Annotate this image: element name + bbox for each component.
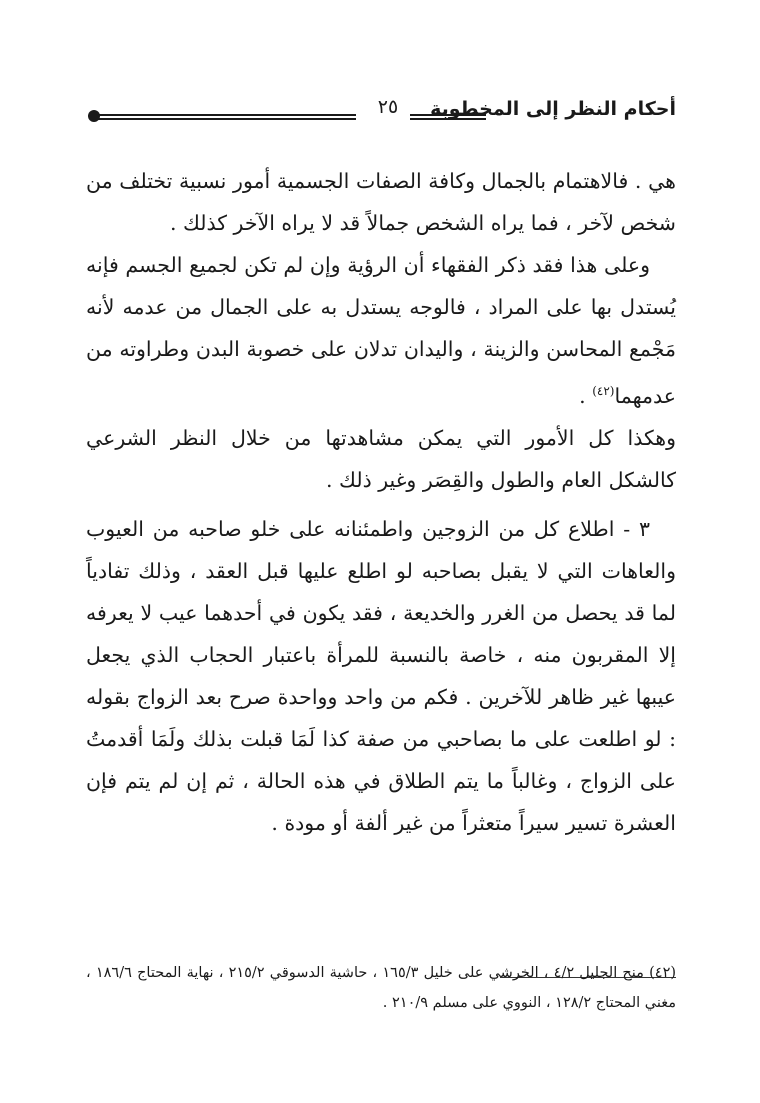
header-rule-dot bbox=[88, 110, 100, 122]
paragraph-2-tail: . bbox=[579, 383, 593, 408]
body-text-top bbox=[86, 160, 676, 501]
running-header bbox=[88, 94, 676, 134]
footnotes bbox=[86, 958, 676, 1018]
paragraph-2-text: وعلى هذا فقد ذكر الفقهاء أن الرؤية وإن لم تكن لجميع الجسم فإنه يُستدل بها على المراد ، فالوجه يستدل به على الجمال من عدمه لأنه مَجْمع المحاسن والزينة ، واليدان تدلان على خصوبة البدن وطراوته من عدمهما bbox=[86, 253, 676, 408]
footnote-text: منح الجليل ٤/٢ ، الخرشي على خليل ١٦٥/٣ ، حاشية الدسوقي ٢١٥/٢ ، نهاية المحتاج ١٨٦/٦ ، مغني المحتاج ١٢٨/٢ ، النووي على مسلم ٢١٠/٩ . bbox=[86, 965, 676, 1011]
header-rule-long bbox=[96, 114, 356, 120]
paragraph-3: وهكذا كل الأمور التي يمكن مشاهدتها من خلال النظر الشرعي كالشكل العام والطول والقِصَر وغير ذلك . bbox=[86, 425, 676, 492]
footnote-marker: (٤٢) bbox=[649, 965, 677, 981]
footnote-reference[interactable]: (٤٢) bbox=[592, 384, 615, 398]
paragraph-4: ٣ - اطلاع كل من الزوجين واطمئنانه على خلو صاحبه من العيوب والعاهات التي لا يقبل بصاحبه لو اطلع عليها قبل العقد ، وذلك تفادياً لما قد يحصل من الغرر والخديعة ، فقد يكون في أحدهما عيب لا يعرفه إلا المقربون منه ، خاصة بالنسبة للمرأة باعتبار الحجاب الذي يجعل عيبها غير ظاهر للآخرين . فكم من واحد وواحدة صرح بعد الزواج بقوله : لو اطلعت على ما بصاحبي من صفة كذا لَمَا قبلت بذلك ولَمَا أقدمتُ على الزواج ، وغالباً ما يتم الطلاق في هذه الحالة ، ثم إن لم يتم فإن العشرة تسير سيراً متعثراً من غير ألفة أو مودة . bbox=[86, 517, 676, 835]
body-text-point-3 bbox=[86, 508, 676, 844]
footnote-42 bbox=[86, 958, 676, 1018]
page-number: ٢٥ bbox=[377, 96, 399, 118]
header-rule-short bbox=[410, 114, 486, 120]
paragraph-2 bbox=[86, 244, 676, 417]
paragraph-1: هي . فالاهتمام بالجمال وكافة الصفات الجسمية أمور نسبية تختلف من شخص لآخر ، فما يراه الشخص جمالاً قد لا يراه الآخر كذلك . bbox=[86, 169, 676, 235]
header-title: أحكام النظر إلى المخطوبة bbox=[430, 98, 676, 120]
